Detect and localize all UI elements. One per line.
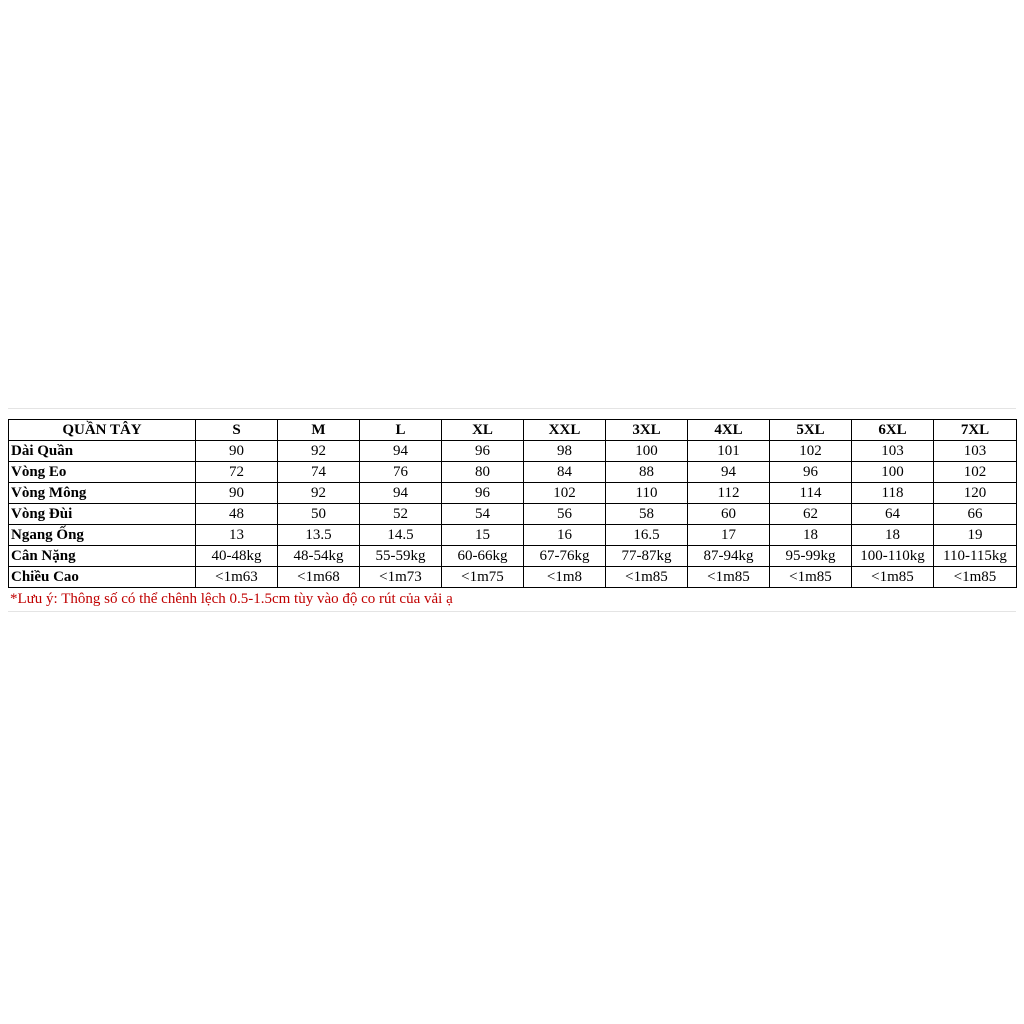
table-cell: 100 [606, 441, 688, 462]
row-label: Chiều Cao [9, 567, 196, 588]
table-cell: 95-99kg [770, 546, 852, 567]
table-cell: 16.5 [606, 525, 688, 546]
table-cell: 96 [770, 462, 852, 483]
table-cell: <1m85 [852, 567, 934, 588]
table-cell: 102 [524, 483, 606, 504]
table-cell: 100-110kg [852, 546, 934, 567]
table-cell: 50 [278, 504, 360, 525]
table-cell: 102 [770, 441, 852, 462]
header-cell-size: 7XL [934, 420, 1017, 441]
table-cell: 98 [524, 441, 606, 462]
row-label: Ngang Ống [9, 525, 196, 546]
table-cell: 92 [278, 483, 360, 504]
header-cell-size: L [360, 420, 442, 441]
table-cell: 90 [196, 483, 278, 504]
table-cell: 118 [852, 483, 934, 504]
table-cell: 112 [688, 483, 770, 504]
table-cell: <1m75 [442, 567, 524, 588]
table-cell: 84 [524, 462, 606, 483]
table-cell: 110 [606, 483, 688, 504]
table-cell: 80 [442, 462, 524, 483]
header-cell-size: 5XL [770, 420, 852, 441]
table-cell: <1m63 [196, 567, 278, 588]
table-cell: 17 [688, 525, 770, 546]
table-cell: 72 [196, 462, 278, 483]
table-cell: 62 [770, 504, 852, 525]
table-cell: 94 [360, 483, 442, 504]
header-cell-size: 4XL [688, 420, 770, 441]
table-cell: <1m85 [606, 567, 688, 588]
table-cell: 100 [852, 462, 934, 483]
table-cell: 64 [852, 504, 934, 525]
table-cell: 48 [196, 504, 278, 525]
table-cell: 77-87kg [606, 546, 688, 567]
table-cell: 54 [442, 504, 524, 525]
table-cell: 103 [934, 441, 1017, 462]
table-row [9, 504, 1017, 525]
table-cell: 74 [278, 462, 360, 483]
table-cell: 13.5 [278, 525, 360, 546]
table-row [9, 483, 1017, 504]
table-cell: 110-115kg [934, 546, 1017, 567]
table-cell: 92 [278, 441, 360, 462]
table-cell: 114 [770, 483, 852, 504]
table-cell: 15 [442, 525, 524, 546]
table-header-row [9, 420, 1017, 441]
row-label: Vòng Đùi [9, 504, 196, 525]
table-cell: 102 [934, 462, 1017, 483]
header-cell-size: M [278, 420, 360, 441]
table-cell: 58 [606, 504, 688, 525]
table-cell: 66 [934, 504, 1017, 525]
table-row [9, 441, 1017, 462]
table-cell: 120 [934, 483, 1017, 504]
size-note: *Lưu ý: Thông số có thể chênh lệch 0.5-1.5cm tùy vào độ co rút của vải ạ [10, 591, 453, 607]
table-cell: 88 [606, 462, 688, 483]
table-cell: 101 [688, 441, 770, 462]
table-cell: 52 [360, 504, 442, 525]
row-label: Vòng Mông [9, 483, 196, 504]
table-cell: 48-54kg [278, 546, 360, 567]
table-cell: <1m68 [278, 567, 360, 588]
table-cell: 103 [852, 441, 934, 462]
table-cell: 90 [196, 441, 278, 462]
header-cell-size: S [196, 420, 278, 441]
row-label: Cân Nặng [9, 546, 196, 567]
row-label: Dài Quần [9, 441, 196, 462]
header-cell-size: 6XL [852, 420, 934, 441]
table-cell: 40-48kg [196, 546, 278, 567]
row-label: Vòng Eo [9, 462, 196, 483]
table-cell: 94 [688, 462, 770, 483]
table-cell: 55-59kg [360, 546, 442, 567]
header-cell-size: XXL [524, 420, 606, 441]
table-row [9, 546, 1017, 567]
header-cell-product: QUẦN TÂY [9, 420, 196, 441]
table-cell: 13 [196, 525, 278, 546]
table-cell: 76 [360, 462, 442, 483]
table-cell: <1m85 [934, 567, 1017, 588]
table-row [9, 567, 1017, 588]
table-cell: 18 [852, 525, 934, 546]
table-cell: 18 [770, 525, 852, 546]
table-cell: 19 [934, 525, 1017, 546]
table-cell: 60-66kg [442, 546, 524, 567]
table-cell: 87-94kg [688, 546, 770, 567]
header-cell-size: XL [442, 420, 524, 441]
table-cell: 56 [524, 504, 606, 525]
table-cell: 96 [442, 441, 524, 462]
table-cell: 60 [688, 504, 770, 525]
table-row [9, 525, 1017, 546]
size-table [8, 419, 1017, 588]
table-cell: 96 [442, 483, 524, 504]
table-cell: <1m8 [524, 567, 606, 588]
table-cell: 94 [360, 441, 442, 462]
table-cell: 14.5 [360, 525, 442, 546]
table-cell: 67-76kg [524, 546, 606, 567]
table-cell: <1m85 [688, 567, 770, 588]
table-cell: <1m85 [770, 567, 852, 588]
header-cell-size: 3XL [606, 420, 688, 441]
table-cell: 16 [524, 525, 606, 546]
table-row [9, 462, 1017, 483]
table-cell: <1m73 [360, 567, 442, 588]
